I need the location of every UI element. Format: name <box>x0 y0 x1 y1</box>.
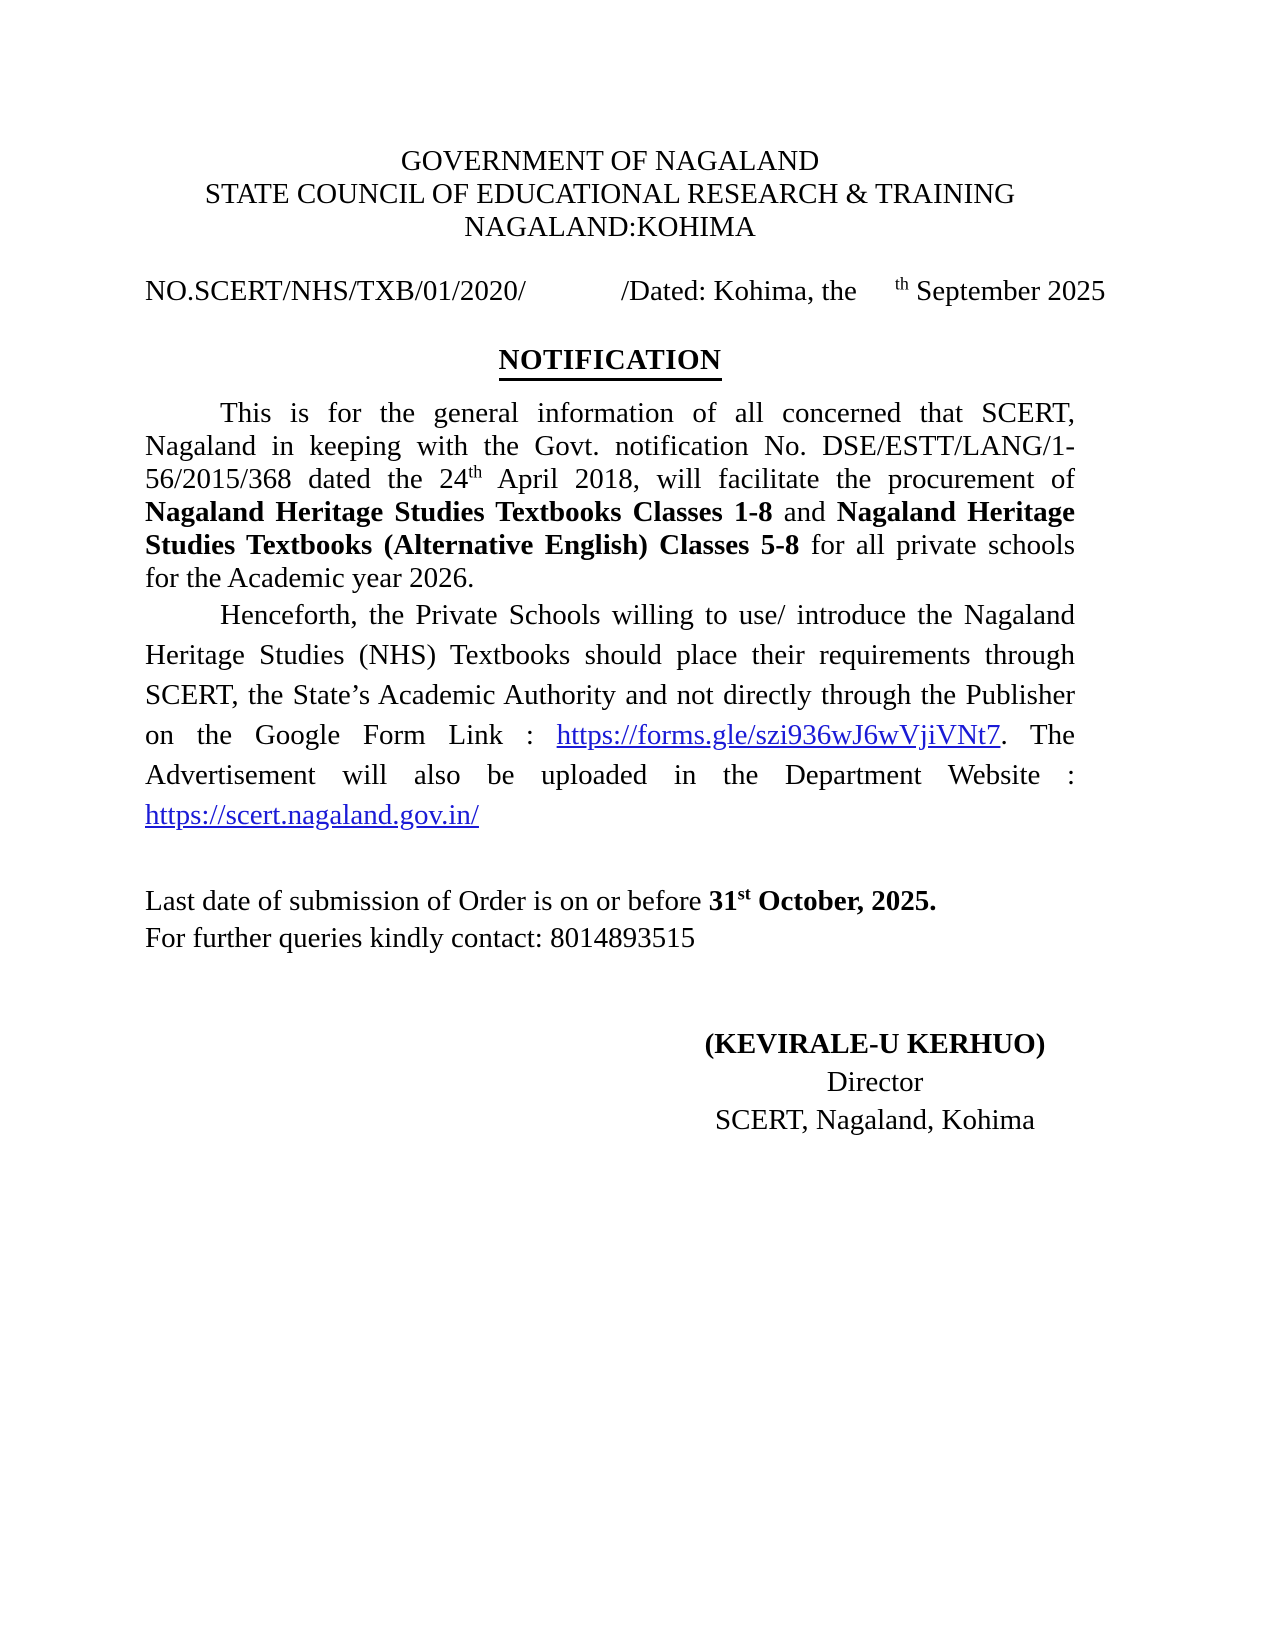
org-location-line: NAGALAND:KOHIMA <box>464 211 756 243</box>
notification-heading-row <box>145 344 1075 381</box>
deadline-day: 31 <box>708 885 738 917</box>
deadline-date <box>709 885 937 917</box>
signatory-title: Director <box>826 1066 924 1098</box>
org-council-line: STATE COUNCIL OF EDUCATIONAL RESEARCH & TRAINING <box>204 178 1016 210</box>
last-date-line <box>145 883 1075 920</box>
para2-text-2: . The Advertisement will also be uploaded in the Department Website : <box>145 719 1075 791</box>
day-superscript: th <box>894 273 909 294</box>
contact-line: For further queries kindly contact: 8014893515 <box>145 922 696 954</box>
closing-lines <box>145 883 1075 957</box>
paragraph-henceforth <box>145 595 1075 835</box>
signature-block <box>675 1025 1075 1139</box>
dated-prefix: /Dated: Kohima, the <box>620 275 857 307</box>
para1-superscript-th: th <box>468 461 483 482</box>
org-government-line: GOVERNMENT OF NAGALAND <box>400 145 820 177</box>
para2-text-1: Henceforth, the Private Schools willing to use/ introduce the Nagaland Heritage Studies (NHS) Textbooks should place their requirements through SCERT, the State’s Academic Authority and not directly through the Publisher on the Google Form Link : <box>145 599 1075 751</box>
signatory-organisation: SCERT, Nagaland, Kohima <box>715 1104 1035 1136</box>
para1-bold-textbooks-alt-english: Nagaland Heritage Studies Textbooks (Alternative English) Classes 5-8 <box>145 496 1075 561</box>
date-rest: September 2025 <box>908 275 1106 307</box>
deadline-month-year: October, 2025. <box>750 885 937 917</box>
deadline-superscript-st: st <box>737 883 751 904</box>
google-form-link[interactable]: https://forms.gle/szi936wJ6wVjiVNt7 <box>556 719 1001 751</box>
reference-number: NO.SCERT/NHS/TXB/01/2020/ <box>145 275 526 307</box>
signatory-name: (KEVIRALE-U KERHUO) <box>704 1028 1046 1060</box>
paragraph-intro <box>145 397 1075 595</box>
para1-text-1: This is for the general information of all concerned that SCERT, Nagaland in keeping with the Govt. notification No. DSE/ESTT/LANG/1-56/2015/368 dated the 24 <box>145 397 1075 495</box>
para1-text-4: for all private schools for the Academic year 2026. <box>145 529 1075 594</box>
letterhead <box>145 145 1075 244</box>
notification-heading: NOTIFICATION <box>499 344 722 381</box>
department-website-link[interactable]: https://scert.nagaland.gov.in/ <box>145 799 479 831</box>
para1-bold-textbooks-1-8: Nagaland Heritage Studies Textbooks Classes 1-8 <box>145 496 773 528</box>
para1-text-3: and <box>772 496 837 528</box>
reference-date-line <box>145 273 1106 308</box>
date-part <box>895 275 1106 307</box>
last-date-text: Last date of submission of Order is on or before <box>145 885 709 917</box>
para1-text-2: April 2018, will facilitate the procurement of <box>482 463 1075 495</box>
